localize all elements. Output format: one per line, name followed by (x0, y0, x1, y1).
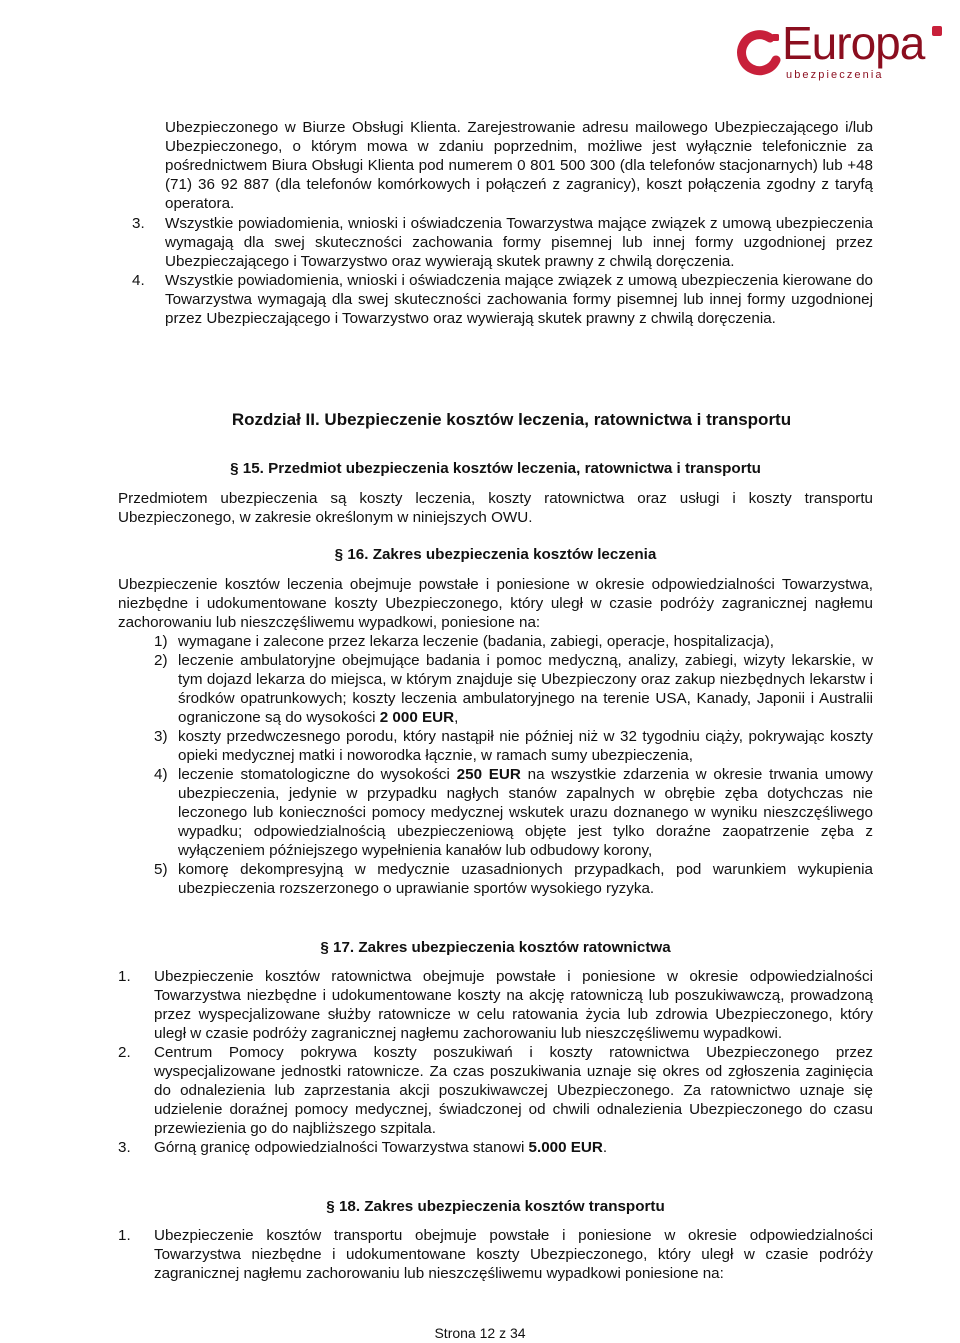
item-number: 1. (118, 968, 131, 985)
section-15-body (118, 489, 873, 527)
section-16-intro: Ubezpieczenie kosztów leczenia obejmuje powstałe i poniesione w okresie odpowiedzialności Towarzystwa, niezbędne i udokumentowane koszty Ubezpieczonego, który uległ w czasie podróży zagranicznej nagłemu zachorowaniu lub nieszczęśliwemu wypadkowi, poniesione na: (118, 576, 873, 631)
section-15-heading (118, 459, 873, 478)
item-text: leczenie stomatologiczne do wysokości 250 EUR na wszystkie zdarzenia w okresie trwania umowy ubezpieczenia, jedynie w przypadku nagłych stanów zapalnych w obrębie zęba dotychczas nie leczonego lub konieczności pomocy medycznej wskutek urazu doznanego w wyniku nieszczęśliwego wypadku; odpowiedzialnością ubezpieczeniową objęte jest tylko doraźne zaopatrzenie zęba z wyłączeniem późniejszego wypełnienia kanałów lub odbudowy korony, (178, 766, 873, 859)
item-text: Wszystkie powiadomienia, wnioski i oświadczenia Towarzystwa mające związek z umową ubezpieczenia wymagają dla swej skuteczności zachowania formy pisemnej lub innej formy uzgodnionej przez Ubezpieczającego i Towarzystwo oraz wywierają skutek prawny z chwilą doręczenia. (165, 215, 873, 270)
section-15-title: 15. Przedmiot ubezpieczenia kosztów leczenia, ratownictwa i transportu (242, 460, 761, 477)
section-16-title: 16. Zakres ubezpieczenia kosztów leczenia (347, 546, 657, 563)
item-text: Wszystkie powiadomienia, wnioski i oświadczenia mające związek z umową ubezpieczenia kierowane do Towarzystwa wymagają dla swej skuteczności zachowania formy pisemnej lub innej formy uzgodnionej przez Ubezpieczającego i Towarzystwo oraz wywierają skutek prawny z chwilą doręczenia. (165, 272, 873, 327)
intro-list (132, 214, 873, 328)
item-number: 2. (118, 1044, 131, 1061)
logo-wordmark: Europa (782, 17, 925, 69)
list-item (154, 727, 873, 765)
item-text: Ubezpieczenie kosztów transportu obejmuje powstałe i poniesione w okresie odpowiedzialności Towarzystwa niezbędne i udokumentowane koszty Ubezpieczonego, który uległ w czasie podróży zagranicznej nagłemu zachorowaniu lub nieszczęśliwemu wypadkowi poniesione na: (154, 1227, 873, 1282)
section-16-heading (118, 545, 873, 564)
item-number: 2) (154, 652, 168, 669)
item-text: Górną granicę odpowiedzialności Towarzystwa stanowi 5.000 EUR. (154, 1139, 608, 1156)
item-number: 5) (154, 861, 168, 878)
item-text: wymagane i zalecone przez lekarza leczenie (badania, zabiegi, operacje, hospitalizacja), (178, 633, 775, 650)
item-number: 4. (132, 272, 145, 289)
logo-tagline: ubezpieczenia (786, 69, 884, 81)
list-item (154, 860, 873, 898)
list-item (154, 651, 873, 727)
logo-mark-icon (736, 30, 782, 76)
item-number: 3) (154, 728, 168, 745)
item-number: 1) (154, 633, 168, 650)
list-item (118, 1138, 873, 1157)
section-15-text: Przedmiotem ubezpieczenia są koszty leczenia, koszty ratownictwa oraz usługi i koszty transportu Ubezpieczonego, w zakresie określonym w niniejszych OWU. (118, 490, 873, 526)
section-16-list (118, 632, 873, 898)
item-text: leczenie ambulatoryjne obejmujące badania i pomoc medyczną, analizy, zabiegi, wizyty lekarskie, w tym dojazd lekarza do miejsca, w którym znajduje się Ubezpieczony oraz zakup niezbędnych lekarstw i środków opatrunkowych; koszty leczenia ambulatoryjnego na terenie USA, Kanady, Japonii i Australii ograniczone są do wysokości 2 000 EUR, (178, 652, 873, 726)
amount: 5.000 EUR (528, 1139, 603, 1156)
intro-paragraph: Ubezpieczonego w Biurze Obsługi Klienta. Zarejestrowanie adresu mailowego Ubezpieczającego i/lub Ubezpieczonego, o którym mowa w zdaniu poprzednim, możliwe jest wyłącznie telefonicznie za pośrednictwem Biura Obsługi Klienta pod numerem 0 801 500 300 (dla telefonów stacjonarnych) lub +48 (71) 36 92 887 (dla telefonów komórkowych i połączeń z zagranicy), koszt połączenia zgodny z taryfą operatora. (165, 119, 873, 212)
section-icon: § (230, 460, 239, 477)
list-item (118, 967, 873, 1043)
section-17-heading (118, 938, 873, 957)
section-icon: § (320, 939, 329, 956)
item-text: Ubezpieczenie kosztów ratownictwa obejmuje powstałe i poniesione w okresie odpowiedzialności Towarzystwa niezbędne i udokumentowane koszty na akcję ratowniczą lub poszukiwawczą, prowadzoną przez wyspecjalizowane służby ratownicze w celu ratowania życia lub zdrowia Ubezpieczonego, który uległ w czasie podróży zagranicznej nagłemu zachorowaniu lub nieszczęśliwemu wypadkowi. (154, 968, 873, 1042)
item-number: 3. (118, 1139, 131, 1156)
section-16-body (118, 575, 873, 898)
section-17-title: 17. Zakres ubezpieczenia kosztów ratownictwa (333, 939, 671, 956)
section-icon: § (326, 1198, 335, 1215)
section-18-list (118, 1226, 873, 1283)
item-number: 3. (132, 215, 145, 232)
amount: 2 000 EUR (379, 709, 455, 726)
item-number: 1. (118, 1227, 131, 1244)
list-item (118, 1226, 873, 1283)
logo-square-icon (932, 26, 942, 36)
europa-logo (736, 17, 942, 82)
amount: 250 EUR (456, 766, 521, 783)
item-number: 4) (154, 766, 168, 783)
list-item (118, 1043, 873, 1138)
item-text: koszty przedwczesnego porodu, który nastąpił nie później niż w 32 tygodniu ciąży, pokrywając koszty opieki medycznej matki i noworodka łącznie, w ramach sumy ubezpieczenia, (178, 728, 873, 764)
section-icon: § (334, 546, 344, 563)
list-item (132, 214, 873, 271)
section-17-list (118, 967, 873, 1157)
list-item (154, 632, 873, 651)
item-text: Centrum Pomocy pokrywa koszty poszukiwań i koszty ratownictwa Ubezpieczonego przez wyspecjalizowane jednostki ratownicze. Za czas poszukiwania uznaje się okres od zgłoszenia zaginięcia do odnalezienia lub zaprzestania akcji poszukiwawczej Ubezpieczonego. Za ratownictwo uznaje się udzielenie doraźnej pomocy medycznej, świadczonej od chwili odnalezienia Ubezpieczonego do czasu przewiezienia go do najbliższego szpitala. (154, 1044, 873, 1137)
section-18-title: 18. Zakres ubezpieczenia kosztów transportu (338, 1198, 665, 1215)
intro-continuation (165, 118, 873, 213)
chapter-heading: Rozdział II. Ubezpieczenie kosztów leczenia, ratownictwa i transportu (231, 410, 792, 429)
list-item (132, 271, 873, 328)
section-18-heading (118, 1197, 873, 1216)
item-text: komorę dekompresyjną w medycznie uzasadnionych przypadkach, pod warunkiem wykupienia ubezpieczenia rozszerzonego o uprawianie sportów wysokiego ryzyka. (178, 861, 873, 897)
list-item (154, 765, 873, 860)
page-number: Strona 12 z 34 (434, 1325, 526, 1341)
